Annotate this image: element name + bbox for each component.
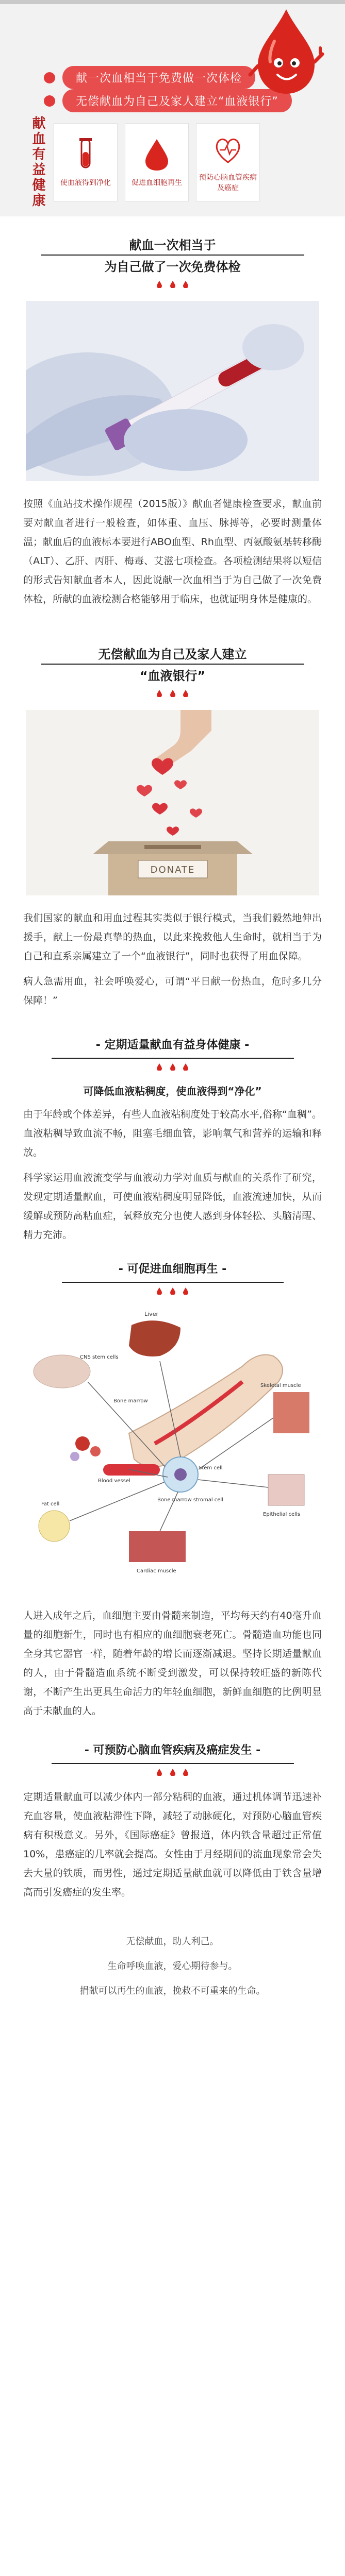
- section2-paragraph-1: 我们国家的献血和用血过程其实类似于银行模式，当我们毅然地伸出援手，献上一份最真挚的热血，以此来挽救他人生命时，就相当于为自己和直系亲属建立了一个“血液银行”，同时也获得了用血保障。: [23, 912, 322, 962]
- section2-divider: [41, 664, 304, 665]
- benefit-cards: [54, 123, 260, 201]
- label-bone-marrow: Bone marrow: [113, 1398, 148, 1404]
- benefit-label: 使血液得到净化: [60, 179, 111, 187]
- section2-paragraph-2: 病人急需用血，社会呼唤爱心，可谓“平日献一份热血，危时多几分保障！”: [23, 976, 322, 1006]
- section3-subtitle: 可降低血液粘稠度，使血液得到“净化”: [83, 1085, 262, 1097]
- label-fat-cell: Fat cell: [41, 1501, 60, 1507]
- benefit-card-regenerate: [125, 123, 189, 201]
- small-drop-icon: [183, 1063, 188, 1071]
- section3-paragraph-1: 由于年龄或个体差异，有些人血液粘稠度处于较高水平,俗称“血稠”。血液粘稠导致血流不畅，阻塞毛细血管，影响氧气和营养的运输和释放。: [23, 1109, 322, 1158]
- bullet-dot-icon: [44, 72, 55, 83]
- section3-title: - 定期适量献血有益身体健康 -: [95, 1039, 250, 1052]
- label-epithelial: Epithelial cells: [263, 1512, 300, 1517]
- label-blood-vessel: Blood vessel: [98, 1478, 130, 1484]
- section5-divider: [52, 1763, 294, 1764]
- drop-decoration: [0, 1768, 345, 1778]
- small-drop-icon: [170, 690, 175, 697]
- small-drop-icon: [157, 1769, 162, 1776]
- drop-decoration: [0, 689, 345, 700]
- banner-pill-row-1: [44, 66, 255, 89]
- label-liver: Liver: [144, 1311, 158, 1317]
- blood-test-photo: [26, 301, 319, 481]
- banner-pill-1: 献一次血相当于免费做一次体检: [62, 66, 255, 89]
- section3-paragraph-2: 科学家运用血液流变学与血液动力学对血质与献血的关系作了研究，发现定期适量献血，可使血液粘稠度明显降低，血液流速加快，从而缓解或预防高粘血症，氧释放充分也使人感到身体轻松、头脑清醒、精力充沛。: [23, 1172, 322, 1241]
- section4-divider: [62, 1282, 284, 1283]
- test-tube-icon: [70, 137, 101, 173]
- donate-box-illustration: [26, 710, 319, 895]
- benefit-card-purify: [54, 123, 118, 201]
- small-drop-icon: [183, 1769, 188, 1776]
- heart-brain-icon: [212, 131, 243, 167]
- small-drop-icon: [170, 1287, 175, 1295]
- benefits-vertical-title: 献血有益健康: [30, 116, 45, 209]
- blood-drop-icon: [141, 137, 172, 173]
- section2-title-line1: 无偿献血为自己及家人建立: [98, 647, 247, 662]
- benefit-card-prevent: [196, 123, 260, 201]
- small-drop-icon: [183, 281, 188, 288]
- drop-decoration: [0, 280, 345, 291]
- section1-divider: [41, 255, 304, 256]
- stem-cell-diagram: [26, 1304, 319, 1593]
- drop-decoration: [0, 1063, 345, 1073]
- banner-top-strip: [0, 0, 345, 4]
- banner-pill-2: 无偿献血为自己及家人建立“血液银行”: [62, 89, 292, 112]
- small-drop-icon: [183, 690, 188, 697]
- section1-title-line1: 献血一次相当于: [129, 238, 216, 252]
- section1-title-line2: 为自己做了一次免费体检: [104, 260, 241, 274]
- section4-paragraph: 人进入成年之后，血细胞主要由骨髓来制造，平均每天约有40毫升血量的细胞新生，同时也有相应的血细胞衰老死亡。骨髓造血功能也同全身其它器官一样，随着年龄的增长而逐渐减退。坚持长期适量献血的人，由于骨髓造血系统不断受到激发，可以保持较旺盛的新陈代谢，不断产生出更具生命活力的年轻血细胞，新鲜血细胞的比例明显高于未献血的人。: [23, 1610, 322, 1717]
- closing-line-2: 生命呼唤血液，爱心期待参与。: [107, 1961, 238, 1972]
- small-drop-icon: [170, 1063, 175, 1071]
- section4-title: - 可促进血细胞再生 -: [118, 1263, 227, 1276]
- small-drop-icon: [170, 1769, 175, 1776]
- donate-box-hearts-image: [26, 710, 319, 895]
- blood-drop-mascot-icon: [248, 5, 325, 98]
- label-skeletal-muscle: Skeletal muscle: [260, 1383, 301, 1388]
- gloved-hand-test-tube-image: [26, 301, 319, 481]
- small-drop-icon: [157, 690, 162, 697]
- small-drop-icon: [157, 281, 162, 288]
- benefit-label: 预防心脑血管疾病及癌症: [199, 174, 257, 192]
- label-cardiac-muscle: Cardiac muscle: [137, 1568, 176, 1574]
- benefit-label: 促进血细胞再生: [132, 179, 182, 187]
- health-benefits-panel: [28, 116, 317, 209]
- small-drop-icon: [157, 1063, 162, 1071]
- label-stem-cell: Stem cell: [199, 1465, 223, 1471]
- small-drop-icon: [183, 1287, 188, 1295]
- section3-divider: [52, 1058, 294, 1059]
- label-stromal: Bone marrow stromal cell: [157, 1497, 223, 1503]
- closing-line-3: 捐献可以再生的血液，挽救不可重来的生命。: [79, 1986, 266, 1996]
- label-cns: CNS stem cells: [80, 1354, 119, 1360]
- section5-title: - 可预防心脑血管疾病及癌症发生 -: [84, 1744, 261, 1757]
- bullet-dot-icon: [44, 95, 55, 107]
- stem-cell-differentiation-image: [26, 1304, 319, 1593]
- section2-title-line2: “血液银行”: [139, 669, 206, 683]
- section5-paragraph: 定期适量献血可以减少体内一部分粘稠的血液，通过机体调节迅速补充血容量，使血液粘滞性下降，减轻了动脉硬化，对预防心脑血管疾病有积极意义。另外，《国际癌症》曾报道，体内铁含量超过正常值10%，患癌症的几率就会提高。女性由于月经期间的流血现象常会失去大量的铁质，而男性，通过定期适量献血就可以降低由于铁含量增高而引发癌症的发生率。: [23, 1791, 322, 1898]
- small-drop-icon: [170, 281, 175, 288]
- small-drop-icon: [157, 1287, 162, 1295]
- drop-decoration: [0, 1287, 345, 1297]
- donate-label: DONATE: [150, 865, 195, 875]
- closing-line-1: 无偿献血，助人利己。: [126, 1936, 219, 1947]
- section1-paragraph: 按照《血站技术操作规程（2015版）》献血者健康检查要求，献血前要对献血者进行一般检查，如体重、血压、脉搏等，必要时测量体温；献血后的血液标本要进行ABO血型、Rh血型、丙氨酸氨基转移酶（ALT）、乙肝、丙肝、梅毒、艾滋七项检查。各项检测结果将以短信的形式告知献血者本人，因此说献一次血相当于为自己做了一次免费体检，所献的血液检测合格能够用于临床，也就证明身体是健康的。: [23, 498, 322, 605]
- top-banner: [0, 0, 345, 216]
